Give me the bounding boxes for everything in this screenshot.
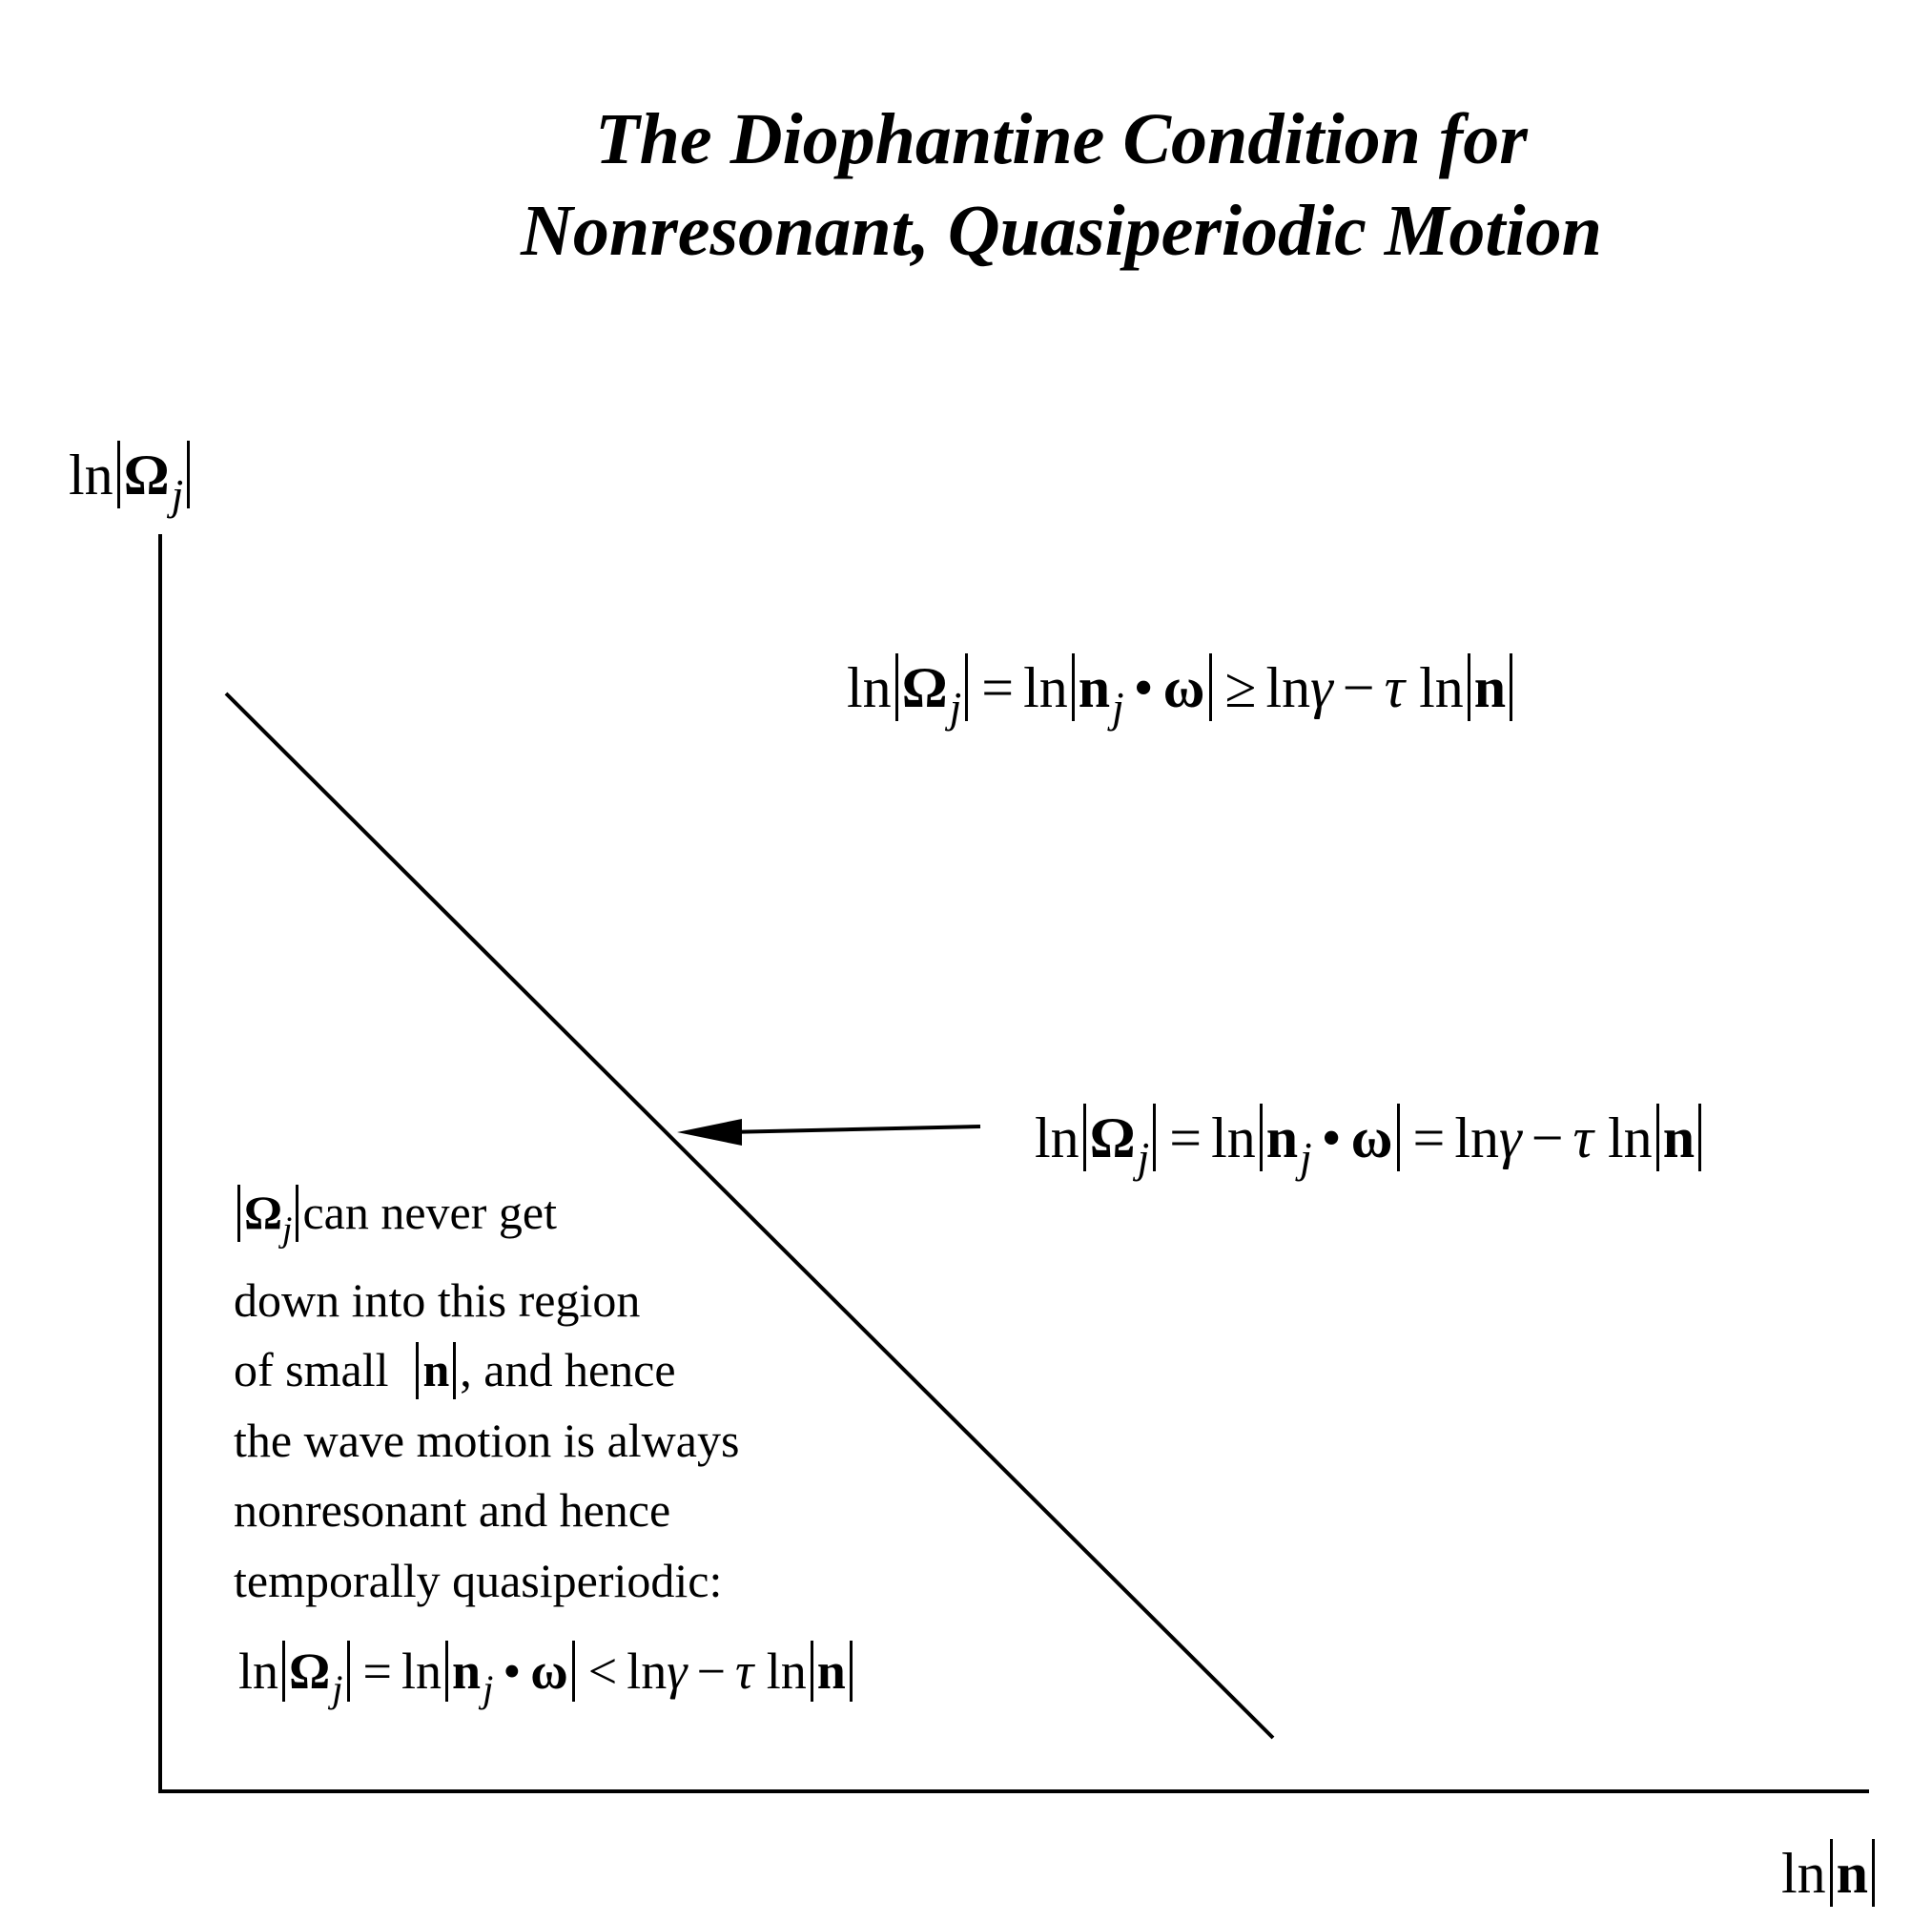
y-axis-label — [69, 441, 194, 517]
abs-bar — [187, 441, 190, 508]
abs-bar — [572, 1641, 575, 1702]
eq-relation: ≥ — [1224, 655, 1257, 719]
eq-ln: ln — [766, 1643, 807, 1701]
description-line-6: temporally quasiperiodic: — [234, 1553, 723, 1607]
eq-gamma: γ — [1310, 655, 1333, 719]
abs-bar — [1153, 1104, 1156, 1171]
eq-omega-vector: ω — [1350, 1106, 1393, 1169]
eq-relation: = — [1412, 1106, 1446, 1169]
y-axis-label-sub: j — [171, 470, 184, 519]
eq-relation: < — [587, 1643, 618, 1701]
eq-minus: − — [1342, 655, 1375, 719]
eq-ln: ln — [1035, 1106, 1079, 1169]
abs-bar — [1698, 1104, 1701, 1171]
arrow-shaft — [725, 1126, 980, 1132]
abs-bar — [282, 1641, 285, 1702]
equation-lower — [238, 1641, 856, 1709]
eq-omega: Ω — [289, 1643, 331, 1701]
abs-bar — [1656, 1104, 1659, 1171]
eq-equals: = — [362, 1643, 392, 1701]
eq-gamma: γ — [1499, 1106, 1522, 1169]
eq-ln: ln — [401, 1643, 442, 1701]
eq-ln: ln — [1265, 655, 1311, 719]
eq-gamma: γ — [667, 1643, 688, 1701]
title-line-1: The Diophantine Condition for — [595, 99, 1528, 179]
eq-tau: τ — [734, 1643, 754, 1701]
eq-minus: − — [696, 1643, 726, 1701]
eq-minus: − — [1531, 1106, 1564, 1169]
abs-bar — [1072, 653, 1075, 721]
abs-bar — [811, 1641, 813, 1702]
description-line-3 — [234, 1335, 739, 1406]
eq-omega: Ω — [1089, 1106, 1136, 1169]
desc-line3-pre: of small — [234, 1343, 389, 1397]
desc-sub: j — [282, 1210, 293, 1250]
eq-sub: j — [1300, 1133, 1312, 1182]
x-axis-label-n: n — [1836, 1841, 1869, 1905]
description-line-1 — [234, 1178, 739, 1266]
abs-bar — [416, 1342, 419, 1399]
abs-bar — [117, 441, 120, 508]
eq-ln: ln — [1454, 1106, 1500, 1169]
equation-upper — [847, 653, 1516, 730]
title-line-2: Nonresonant, Quasiperiodic Motion — [521, 191, 1602, 271]
abs-bar — [1209, 653, 1212, 721]
eq-tau: τ — [1384, 655, 1406, 719]
abs-bar — [453, 1342, 456, 1399]
eq-ln: ln — [1211, 1106, 1256, 1169]
abs-bar — [1872, 1839, 1875, 1907]
abs-bar — [1083, 1104, 1086, 1171]
eq-dot: • — [503, 1643, 522, 1701]
eq-ln: ln — [238, 1643, 279, 1701]
region-description — [234, 1178, 739, 1616]
equation-boundary — [1035, 1104, 1705, 1180]
eq-sub: j — [332, 1667, 343, 1711]
eq-n: n — [816, 1643, 846, 1701]
abs-bar — [1260, 1104, 1263, 1171]
eq-dot: • — [1321, 1106, 1342, 1169]
abs-bar — [1830, 1839, 1833, 1907]
eq-omega-vector: ω — [530, 1643, 568, 1701]
eq-dot: • — [1133, 655, 1154, 719]
desc-omega: Ω — [244, 1186, 283, 1239]
x-axis-label-ln: ln — [1781, 1841, 1826, 1905]
abs-bar — [965, 653, 968, 721]
eq-ln: ln — [1419, 655, 1464, 719]
description-line-5: nonresonant and hence — [234, 1483, 671, 1538]
abs-bar — [296, 1185, 298, 1242]
y-axis-label-omega: Ω — [123, 443, 170, 506]
abs-bar — [1397, 1104, 1400, 1171]
abs-bar — [1510, 653, 1512, 721]
description-line-2: down into this region — [234, 1272, 641, 1327]
eq-ln: ln — [627, 1643, 668, 1701]
eq-n: n — [1473, 655, 1507, 719]
eq-sub: j — [949, 683, 962, 732]
desc-line3-post: , and hence — [460, 1343, 676, 1397]
eq-sub: j — [1112, 683, 1124, 732]
eq-ln: ln — [847, 655, 892, 719]
desc-line1-text: can never get — [302, 1186, 557, 1239]
eq-sub: j — [483, 1667, 494, 1711]
eq-tau: τ — [1572, 1106, 1594, 1169]
abs-bar — [445, 1641, 448, 1702]
abs-bar — [895, 653, 898, 721]
eq-omega: Ω — [901, 655, 948, 719]
eq-ln: ln — [1023, 655, 1068, 719]
abs-bar — [237, 1185, 240, 1242]
abs-bar — [1468, 653, 1470, 721]
eq-n: n — [452, 1643, 482, 1701]
abs-bar — [850, 1641, 853, 1702]
eq-equals: = — [1169, 1106, 1202, 1169]
y-axis-label-ln: ln — [69, 443, 113, 506]
desc-n: n — [422, 1343, 450, 1397]
description-line-4: the wave motion is always — [234, 1413, 740, 1467]
eq-n: n — [1078, 655, 1111, 719]
eq-n: n — [1662, 1106, 1696, 1169]
eq-omega-vector: ω — [1162, 655, 1205, 719]
eq-equals: = — [981, 655, 1015, 719]
arrow-head — [677, 1119, 742, 1146]
eq-ln: ln — [1608, 1106, 1653, 1169]
eq-sub: j — [1137, 1133, 1150, 1182]
x-axis-label — [1781, 1839, 1879, 1907]
eq-n: n — [1265, 1106, 1299, 1169]
abs-bar — [347, 1641, 350, 1702]
